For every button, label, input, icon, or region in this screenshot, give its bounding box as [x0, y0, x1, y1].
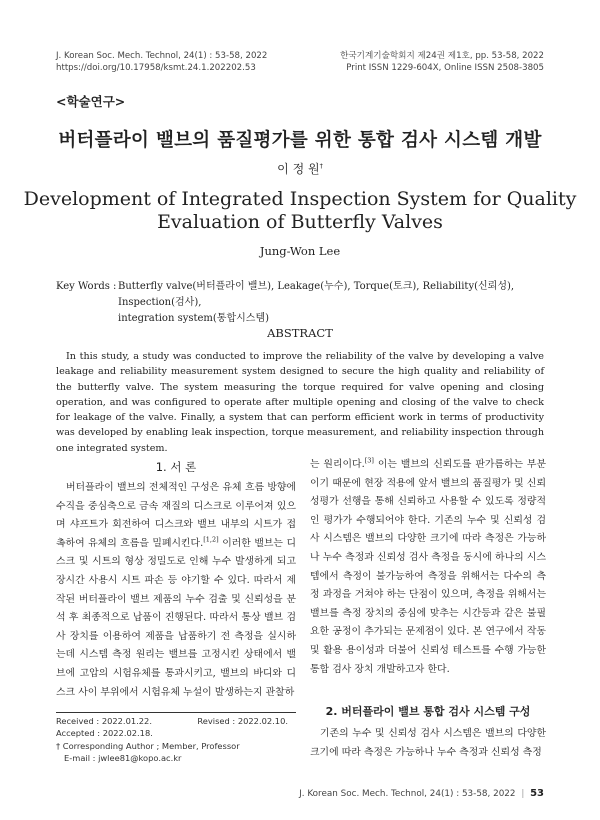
- title-english-line2: Evaluation of Butterfly Valves: [157, 211, 443, 233]
- author-korean: [0, 160, 600, 177]
- corresponding-mark: †: [319, 162, 323, 170]
- article-category: <학술연구>: [56, 94, 126, 109]
- title-english-line1: Development of Integrated Inspection System for Quality: [23, 188, 577, 210]
- footnote-dates: [56, 715, 296, 727]
- issn-info: Print ISSN 1229-604X, Online ISSN 2508-3805: [346, 63, 544, 73]
- page-footer: [299, 788, 544, 799]
- doi-link[interactable]: https://doi.org/10.17958/ksmt.24.1.202202.53: [56, 63, 256, 73]
- footnote-divider: [56, 712, 296, 713]
- keywords-line2: integration system(통합시스템): [118, 313, 270, 324]
- journal-citation-header: [56, 50, 267, 74]
- footer-citation: J. Korean Soc. Mech. Technol, 24(1) : 53-58, 2022: [299, 789, 516, 799]
- corresponding-author: † Corresponding Author ; Member, Professor: [56, 740, 240, 751]
- accepted-date: Accepted : 2022.02.18.: [56, 728, 153, 739]
- received-date: Received : 2022.01.22.: [56, 716, 152, 726]
- footer-separator: |: [521, 789, 525, 799]
- author-english: Jung-Won Lee: [259, 244, 341, 258]
- footnotes: [56, 715, 296, 765]
- journal-info-header: [340, 50, 544, 74]
- keywords-label: Key Words :: [56, 281, 117, 292]
- title-english: [0, 188, 600, 234]
- keywords-text: [118, 279, 548, 327]
- author-korean-name: 이 정 원: [277, 162, 320, 176]
- section1-text-a: 버터플라이 밸브의 전체적인 구성은 유체 흐름 방향에 수직을 중심축으로 금속 재질의 디스크로 이루어져 있으며 샤프트가 회전하여 디스크와 밸브 내부의 시트가 접촉하여 유체의 흐름을 밀폐시킨다.: [56, 482, 296, 549]
- section1-text-b: 이러한 밸브는 디스크 및 시트의 형상 정밀도로 인해 누수 발생하게 되고 장시간 사용시 시트 파손 등 야기할 수 있다. 따라서 제작된 버터플라이 밸브 제품의 누수 검출 및 신뢰성을 분석 후 최종적으로 납품이 진행된다. 따라서 통상 밸브 검사 장치를 이용하여 제품을 납품하기 전 측정을 실시하는데 시스템 측정 원리는 밸브를 고정시킨 상태에서 밸브에 고압의 시험유체를 통과시키고, 밸브의 바디와 디스크 사이 부위에서 시험유체 누설이 발생하는지 관찰하: [56, 537, 296, 698]
- abstract-text: In this study, a study was conducted to improve the reliability of the valve by developing a valve leakage and reliability measurement system designed to secure the high quality and reliability of the butterfly valve. The system measuring the torque required for valve opening and closing operation, and was configured to operate after multiple opening and closing of the valve to check for leakage of the valve. Finally, a system that can perform efficient work in terms of productivity was developed by enabling leak inspection, torque measurement, and reliability inspection through one integrated system.: [56, 351, 544, 454]
- section1-paragraph-right: [310, 456, 546, 679]
- reference-1-2[interactable]: [1,2]: [203, 535, 219, 544]
- section1-text-d: 이는 밸브의 신뢰도를 판가름하는 부분이기 때문에 현장 적용에 앞서 밸브의 품질평가 및 신뢰성평가 선행을 통해 신뢰하고 사용할 수 있도록 정량적인 평가가 수행되어야 한다. 기존의 누수 및 신뢰성 검사 시스템은 밸브의 다양한 크기에 따라 측정은 가능하나 누수 측정과 신뢰성 검사 측정을 동시에 하나의 시스템에서 측정이 불가능하여 측정을 위해서는 다수의 측정 과정을 거쳐야 하는 단점이 있으며, 측정을 위해서는 밸브를 측정 장치의 중심에 맞추는 시간등과 같은 불필요한 공정이 추가되는 문제점이 있다. 본 연구에서 작동 및 활용 용이성과 더불어 신뢰성 테스트를 수행 가능한 통합 검사 장치 개발하고자 한다.: [310, 459, 547, 675]
- section1-paragraph-left: [56, 479, 296, 702]
- journal-volume-info: 한국기계기술학회지 제24권 제1호, pp. 53-58, 2022: [340, 51, 544, 61]
- title-korean: 버터플라이 밸브의 품질평가를 위한 통합 검사 시스템 개발: [58, 130, 542, 151]
- section2-paragraph: 기존의 누수 및 신뢰성 검사 시스템은 밸브의 다양한 크기에 따라 측정은 가능하나 누수 측정과 신뢰성 측정: [310, 728, 546, 758]
- page-number: 53: [530, 788, 544, 799]
- section1-text-c: 는 원리이다.: [310, 459, 365, 470]
- abstract-heading: ABSTRACT: [267, 326, 333, 340]
- section2-heading: 2. 버터플라이 밸브 통합 검사 시스템 구성: [325, 705, 531, 718]
- reference-3[interactable]: [3]: [364, 456, 374, 465]
- email[interactable]: E-mail : jwlee81@kopo.ac.kr: [64, 753, 182, 764]
- section1-heading: 1. 서 론: [155, 460, 197, 474]
- journal-citation: J. Korean Soc. Mech. Technol, 24(1) : 53-58, 2022: [56, 51, 268, 61]
- keywords-line1: Butterfly valve(버터플라이 밸브), Leakage(누수), Torque(토크), Reliability(신뢰성), Inspection(검사),: [118, 281, 515, 308]
- revised-date: Revised : 2022.02.10.: [197, 716, 288, 726]
